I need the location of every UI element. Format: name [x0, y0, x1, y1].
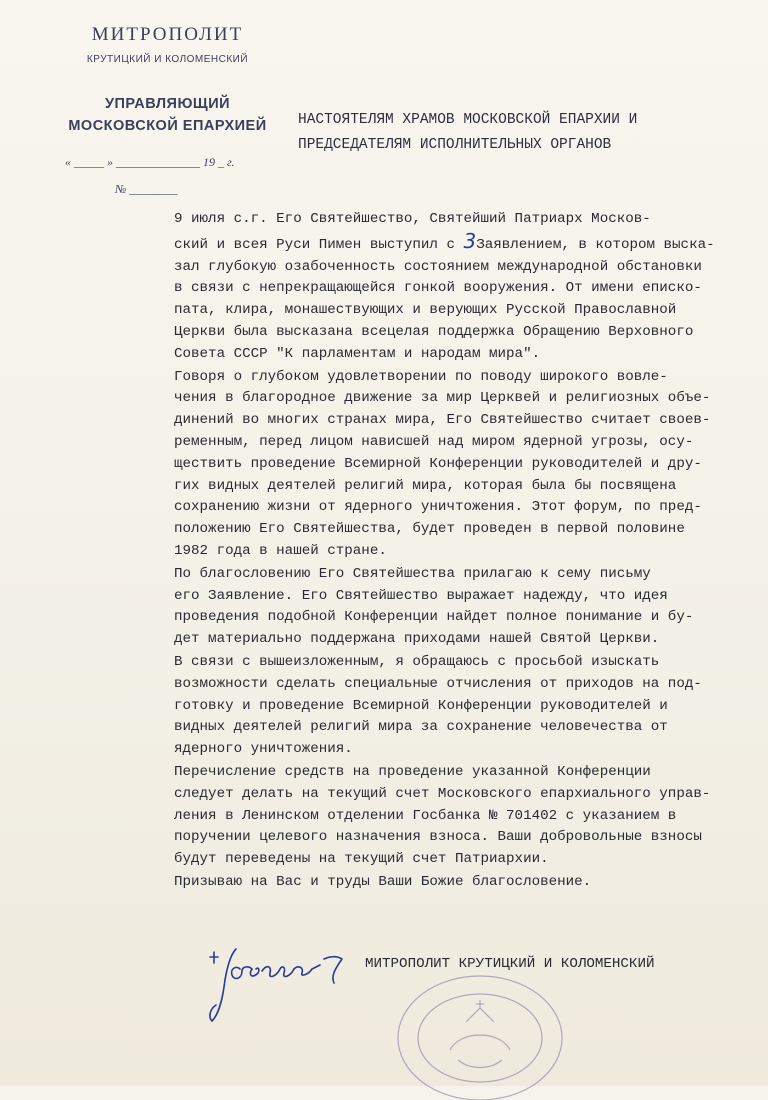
p4-line-5: ядерного уничтожения.	[174, 741, 353, 758]
letterhead-date-line: « _____ » ______________ 19 _ г.	[65, 155, 235, 169]
paragraph-2	[126, 367, 734, 563]
p2-line-8: положению Его Святейшества, будет проведен в первой половине	[174, 521, 685, 538]
p2-line-4: ременным, перед лицом нависшей над миром ядерной угрозы, осу-	[174, 433, 694, 450]
letterhead-number-line: № ________	[115, 182, 178, 196]
letterhead-role	[60, 93, 275, 137]
p4-line-4: видных деятелей религий мира за сохранение человечества от	[174, 719, 668, 736]
letterhead-role-line2: МОСКОВСКОЙ ЕПАРХИЕЙ	[68, 118, 267, 134]
letterhead-subtitle: КРУТИЦКИЙ И КОЛОМЕНСКИЙ	[86, 54, 249, 65]
p2-line-7: сохранению жизни от ядерного уничтожения. Этот форум, по пред-	[174, 499, 702, 516]
paragraph-1	[126, 209, 734, 366]
letterhead-role-line1: УПРАВЛЯЮЩИЙ	[104, 96, 231, 112]
p1-line-6: Церкви была высказана всецелая поддержка Обращению Верховного	[174, 323, 694, 340]
p5-line-2: следует делать на текущий счет Московского епархиального управ-	[174, 785, 711, 802]
p2-line-2: чения в благородное движение за мир Церквей и религиозных объе-	[174, 390, 711, 407]
letterhead	[60, 22, 275, 197]
letterhead-title: МИТРОПОЛИТ	[91, 24, 244, 45]
p2-line-3: динений во многих странах мира, Его Святейшество считает своев-	[174, 412, 711, 429]
p1-line-7: Совета СССР "К парламентам и народам мира".	[174, 345, 541, 362]
signature-title: МИТРОПОЛИТ КРУТИЦКИЙ И КОЛОМЕНСКИЙ	[365, 956, 655, 972]
p4-line-1: В связи с вышеизложенным, я обращаюсь с просьбой изыскать	[174, 653, 660, 670]
ink-annotation: 3	[463, 228, 477, 253]
p2-line-5: ществить проведение Всемирной Конференции руководителей и дру-	[174, 455, 702, 472]
p5-line-3: ления в Ленинском отделении Госбанка № 701402 с указанием в	[174, 807, 677, 824]
p3-line-3: проведения подобной Конференции найдет полное понимание и бу-	[174, 609, 694, 626]
p5-line-5: будут переведены на текущий счет Патриархии.	[174, 851, 549, 868]
letter-body	[126, 209, 734, 895]
p3-line-2: его Заявление. Его Святейшество выражает надежду, что идея	[174, 587, 668, 604]
p1-line-3: зал глубокую озабоченность состоянием международной обстановки	[174, 258, 702, 275]
church-seal-stamp	[380, 960, 580, 1100]
p1-line-2-start: ский и всея Руси Пимен выступил с	[174, 236, 464, 253]
addressee-line2: ПРЕДСЕДАТЕЛЯМ ИСПОЛНИТЕЛЬНЫХ ОРГАНОВ	[298, 137, 612, 153]
p4-line-3: готовку и проведение Всемирной Конференции руководителей и	[174, 697, 668, 714]
p1-line-2-end: Заявлением, в котором выска-	[476, 236, 715, 253]
p2-line-9: 1982 года в нашей стране.	[174, 542, 387, 559]
addressee-line1: НАСТОЯТЕЛЯМ ХРАМОВ МОСКОВСКОЙ ЕПАРХИИ И	[298, 112, 638, 128]
p1-line-2	[126, 228, 734, 257]
paragraph-6	[126, 872, 734, 894]
p1-line-4: в связи с непрекращающейся гонкой вооружения. От имени еписко-	[174, 280, 702, 297]
handwritten-signature	[196, 935, 366, 1025]
p6-line-1: Призываю на Вас и труды Ваши Божие благословение.	[174, 873, 592, 890]
p3-line-4: дет материально поддержана приходами нашей Святой Церкви.	[174, 631, 660, 648]
addressee-block	[298, 108, 738, 158]
paragraph-4	[126, 652, 734, 761]
paragraph-3	[126, 564, 734, 651]
p1-line-1: 9 июля с.г. Его Святейшество, Святейший Патриарх Москов-	[174, 211, 651, 227]
p3-line-1: По благословению Его Святейшества прилагаю к сему письму	[174, 565, 651, 582]
p4-line-2: возможности сделать специальные отчисления от приходов на под-	[174, 675, 702, 692]
p2-line-6: гих видных деятелей религий мира, которая была бы посвящена	[174, 477, 677, 494]
paragraph-5	[126, 762, 734, 871]
p2-line-1: Говоря о глубоком удовлетворении по поводу широкого вовле-	[174, 368, 668, 385]
p5-line-1: Перечисление средств на проведение указанной Конференции	[174, 763, 651, 780]
p1-line-5: пата, клира, монашествующих и верующих Русской Православной	[174, 302, 677, 319]
p5-line-4: поручении целевого назначения взноса. Ваши добровольные взносы	[174, 829, 702, 846]
